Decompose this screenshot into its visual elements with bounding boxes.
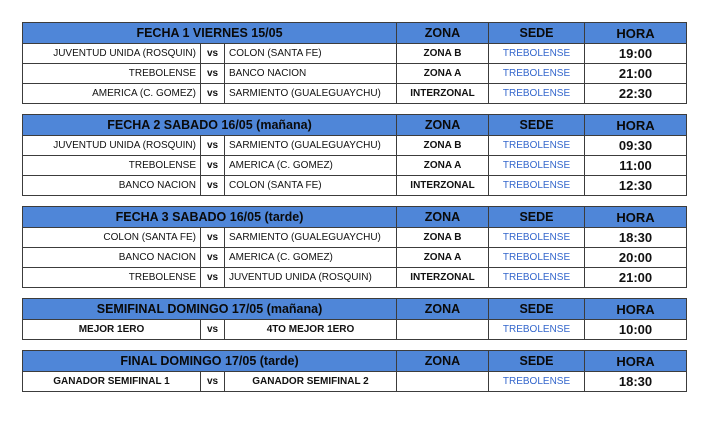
fixture-header-row xyxy=(23,351,687,372)
fixture-table-4 xyxy=(22,298,687,340)
home-team: AMERICA (C. GOMEZ) xyxy=(23,84,201,104)
zone-cell: ZONA B xyxy=(397,44,489,64)
fixture-table-1 xyxy=(22,22,687,104)
versus-label: vs xyxy=(201,84,225,104)
fixture-title: FECHA 1 VIERNES 15/05 xyxy=(23,23,397,44)
fixture-title: FECHA 3 SABADO 16/05 (tarde) xyxy=(23,207,397,228)
zone-cell xyxy=(397,372,489,392)
zone-header: ZONA xyxy=(397,351,489,372)
home-team: BANCO NACION xyxy=(23,176,201,196)
fixture-table-2 xyxy=(22,114,687,196)
home-team: JUVENTUD UNIDA (ROSQUIN) xyxy=(23,136,201,156)
fixture-title: FINAL DOMINGO 17/05 (tarde) xyxy=(23,351,397,372)
fixture-table-5 xyxy=(22,350,687,392)
zone-cell: INTERZONAL xyxy=(397,84,489,104)
time-cell: 21:00 xyxy=(585,268,687,288)
time-cell: 18:30 xyxy=(585,372,687,392)
fixture-table-3 xyxy=(22,206,687,288)
match-row xyxy=(23,268,687,288)
venue-header: SEDE xyxy=(489,299,585,320)
venue-cell: TREBOLENSE xyxy=(489,84,585,104)
venue-header: SEDE xyxy=(489,23,585,44)
venue-header: SEDE xyxy=(489,351,585,372)
versus-label: vs xyxy=(201,156,225,176)
time-header: HORA xyxy=(585,299,687,320)
versus-label: vs xyxy=(201,248,225,268)
match-row xyxy=(23,64,687,84)
home-team: GANADOR SEMIFINAL 1 xyxy=(23,372,201,392)
venue-cell: TREBOLENSE xyxy=(489,228,585,248)
match-row xyxy=(23,156,687,176)
versus-label: vs xyxy=(201,176,225,196)
home-team: JUVENTUD UNIDA (ROSQUIN) xyxy=(23,44,201,64)
time-header: HORA xyxy=(585,207,687,228)
time-cell: 09:30 xyxy=(585,136,687,156)
fixture-header-row xyxy=(23,299,687,320)
time-cell: 22:30 xyxy=(585,84,687,104)
time-cell: 10:00 xyxy=(585,320,687,340)
versus-label: vs xyxy=(201,228,225,248)
home-team: TREBOLENSE xyxy=(23,64,201,84)
time-cell: 18:30 xyxy=(585,228,687,248)
zone-cell: ZONA B xyxy=(397,228,489,248)
match-row xyxy=(23,176,687,196)
zone-header: ZONA xyxy=(397,115,489,136)
home-team: TREBOLENSE xyxy=(23,268,201,288)
match-row xyxy=(23,372,687,392)
away-team: JUVENTUD UNIDA (ROSQUIN) xyxy=(225,268,397,288)
match-row xyxy=(23,228,687,248)
venue-cell: TREBOLENSE xyxy=(489,136,585,156)
zone-header: ZONA xyxy=(397,299,489,320)
time-cell: 21:00 xyxy=(585,64,687,84)
venue-header: SEDE xyxy=(489,207,585,228)
fixture-sheet xyxy=(22,22,686,402)
zone-cell xyxy=(397,320,489,340)
zone-cell: ZONA A xyxy=(397,64,489,84)
home-team: MEJOR 1ERO xyxy=(23,320,201,340)
home-team: COLON (SANTA FE) xyxy=(23,228,201,248)
away-team: SARMIENTO (GUALEGUAYCHU) xyxy=(225,136,397,156)
home-team: TREBOLENSE xyxy=(23,156,201,176)
zone-cell: ZONA A xyxy=(397,156,489,176)
match-row xyxy=(23,320,687,340)
zone-header: ZONA xyxy=(397,207,489,228)
zone-cell: ZONA A xyxy=(397,248,489,268)
venue-cell: TREBOLENSE xyxy=(489,156,585,176)
venue-cell: TREBOLENSE xyxy=(489,320,585,340)
venue-cell: TREBOLENSE xyxy=(489,268,585,288)
venue-cell: TREBOLENSE xyxy=(489,372,585,392)
away-team: COLON (SANTA FE) xyxy=(225,176,397,196)
versus-label: vs xyxy=(201,268,225,288)
match-row xyxy=(23,136,687,156)
away-team: 4TO MEJOR 1ERO xyxy=(225,320,397,340)
zone-cell: INTERZONAL xyxy=(397,268,489,288)
time-header: HORA xyxy=(585,351,687,372)
venue-header: SEDE xyxy=(489,115,585,136)
time-cell: 11:00 xyxy=(585,156,687,176)
venue-cell: TREBOLENSE xyxy=(489,64,585,84)
venue-cell: TREBOLENSE xyxy=(489,176,585,196)
versus-label: vs xyxy=(201,44,225,64)
zone-cell: ZONA B xyxy=(397,136,489,156)
zone-cell: INTERZONAL xyxy=(397,176,489,196)
match-row xyxy=(23,248,687,268)
versus-label: vs xyxy=(201,136,225,156)
fixture-header-row xyxy=(23,115,687,136)
fixture-title: SEMIFINAL DOMINGO 17/05 (mañana) xyxy=(23,299,397,320)
time-cell: 12:30 xyxy=(585,176,687,196)
away-team: SARMIENTO (GUALEGUAYCHU) xyxy=(225,84,397,104)
match-row xyxy=(23,44,687,64)
venue-cell: TREBOLENSE xyxy=(489,248,585,268)
versus-label: vs xyxy=(201,320,225,340)
fixture-title: FECHA 2 SABADO 16/05 (mañana) xyxy=(23,115,397,136)
versus-label: vs xyxy=(201,64,225,84)
time-header: HORA xyxy=(585,115,687,136)
fixture-header-row xyxy=(23,23,687,44)
match-row xyxy=(23,84,687,104)
time-cell: 19:00 xyxy=(585,44,687,64)
away-team: COLON (SANTA FE) xyxy=(225,44,397,64)
zone-header: ZONA xyxy=(397,23,489,44)
fixture-header-row xyxy=(23,207,687,228)
away-team: AMERICA (C. GOMEZ) xyxy=(225,156,397,176)
versus-label: vs xyxy=(201,372,225,392)
away-team: AMERICA (C. GOMEZ) xyxy=(225,248,397,268)
away-team: BANCO NACION xyxy=(225,64,397,84)
away-team: GANADOR SEMIFINAL 2 xyxy=(225,372,397,392)
venue-cell: TREBOLENSE xyxy=(489,44,585,64)
time-cell: 20:00 xyxy=(585,248,687,268)
away-team: SARMIENTO (GUALEGUAYCHU) xyxy=(225,228,397,248)
home-team: BANCO NACION xyxy=(23,248,201,268)
time-header: HORA xyxy=(585,23,687,44)
